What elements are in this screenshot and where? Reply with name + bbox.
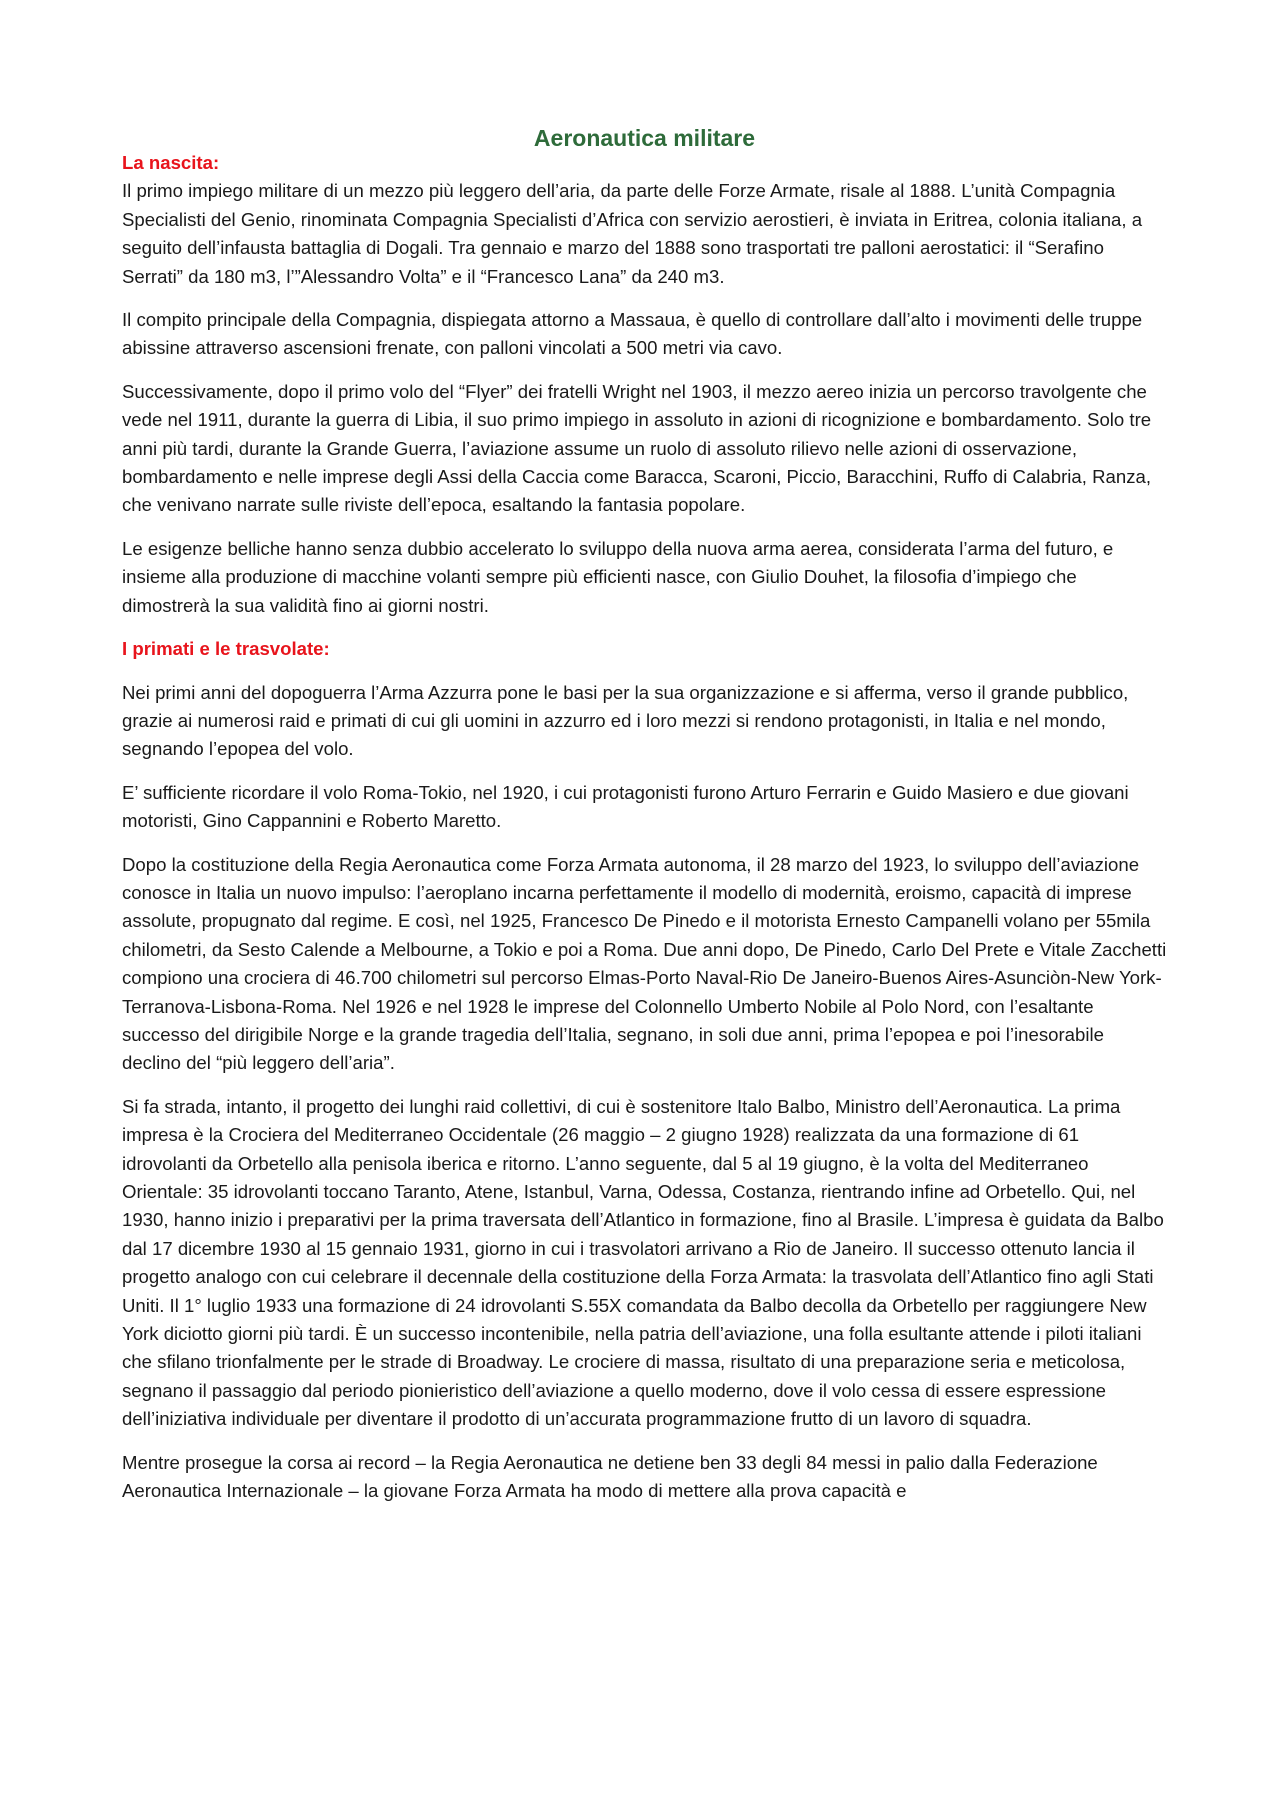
paragraph: Il compito principale della Compagnia, dispiegata attorno a Massaua, è quello di controllare dall’alto i movimenti delle truppe abissine attraverso ascensioni frenate, con palloni vincolati a 500 metri via cavo. <box>122 309 1143 359</box>
document-title: Aeronautica militare <box>533 125 756 151</box>
section-heading-la-nascita: La nascita: <box>122 152 220 173</box>
paragraph: Mentre prosegue la corsa ai record – la Regia Aeronautica ne detiene ben 33 degli 84 messi in palio dalla Federazione Aeronautica Internazionale – la giovane Forza Armata ha modo di mettere alla prova capacità e <box>122 1451 1098 1502</box>
paragraph: Il primo impiego militare di un mezzo più leggero dell’aria, da parte delle Forze Armate, risale al 1888. L’unità Compagnia Specialisti del Genio, rinominata Compagnia Specialisti d’Africa con servizio aerostieri, è inviata in Eritrea, colonia italiana, a seguito dell’infausta battaglia di Dogali. Tra gennaio e marzo del 1888 sono trasportati tre palloni aerostatici: il “Serafino Serrati” da 180 m3, l’”Alessandro Volta” e il “Francesco Lana” da 240 m3. <box>122 180 1143 287</box>
document-body <box>122 120 1167 1520</box>
paragraph: Nei primi anni del dopoguerra l’Arma Azzurra pone le basi per la sua organizzazione e si afferma, verso il grande pubblico, grazie ai numerosi raid e primati di cui gli uomini in azzurro ed i loro mezzi si rendono protagonisti, in Italia e nel mondo, segnando l’epopea del volo. <box>122 681 1129 760</box>
paragraph: Si fa strada, intanto, il progetto dei lunghi raid collettivi, di cui è sostenitore Italo Balbo, Ministro dell’Aeronautica. La prima impresa è la Crociera del Mediterraneo Occidentale (26 maggio – 2 giugno 1928) realizzata da una formazione di 61 idrovolanti da Orbetello alla penisola iberica e ritorno. L’anno seguente, dal 5 al 19 giugno, è la volta del Mediterraneo Orientale: 35 idrovolanti toccano Taranto, Atene, Istanbul, Varna, Odessa, Costanza, rientrando infine ad Orbetello. Qui, nel 1930, hanno inizio i preparativi per la prima traversata dell’Atlantico in formazione, fino al Brasile. L’impresa è guidata da Balbo dal 17 dicembre 1930 al 15 gennaio 1931, giorno in cui i trasvolatori arrivano a Rio de Janeiro. Il successo ottenuto lancia il progetto analogo con cui celebrare il decennale della costituzione della Forza Armata: la trasvolata dell’Atlantico fino agli Stati Uniti. Il 1° luglio 1933 una formazione di 24 idrovolanti S.55X comandata da Balbo decolla da Orbetello per raggiungere New York diciotto giorni più tardi. È un successo incontenibile, nella patria dell’aviazione, una folla esultante attende i piloti italiani che sfilano trionfalmente per le strade di Broadway. Le crociere di massa, risultato di una preparazione seria e meticolosa, segnano il passaggio dal periodo pionieristico dell’aviazione a quello moderno, dove il volo cessa di essere espressione dell’iniziativa individuale per diventare il prodotto di un’accurata programmazione frutto di un lavoro di squadra. <box>122 1095 1164 1430</box>
paragraph: E’ sufficiente ricordare il volo Roma-Tokio, nel 1920, i cui protagonisti furono Arturo Ferrarin e Guido Masiero e due giovani motoristi, Gino Cappannini e Roberto Maretto. <box>122 781 1129 832</box>
section-heading-primati: I primati e le trasvolate: <box>122 638 330 660</box>
paragraph: Le esigenze belliche hanno senza dubbio accelerato lo sviluppo della nuova arma aerea, considerata l’arma del futuro, e insieme alla produzione di macchine volanti sempre più efficienti nasce, con Giulio Douhet, la filosofia d’impiego che dimostrerà la sua validità fino ai giorni nostri. <box>122 537 1114 616</box>
paragraph: Successivamente, dopo il primo volo del “Flyer” dei fratelli Wright nel 1903, il mezzo aereo inizia un percorso travolgente che vede nel 1911, durante la guerra di Libia, il suo primo impiego in assoluto in azioni di ricognizione e bombardamento. Solo tre anni più tardi, durante la Grande Guerra, l’aviazione assume un ruolo di assoluto rilievo nelle azioni di osservazione, bombardamento e nelle imprese degli Assi della Caccia come Baracca, Scaroni, Piccio, Baracchini, Ruffo di Calabria, Ranza, che venivano narrate sulle riviste dell’epoca, esaltando la fantasia popolare. <box>122 380 1152 516</box>
paragraph: Dopo la costituzione della Regia Aeronautica come Forza Armata autonoma, il 28 marzo del 1923, lo sviluppo dell’aviazione conosce in Italia un nuovo impulso: l’aeroplano incarna perfettamente il modello di modernità, eroismo, capacità di imprese assolute, propugnato dal regime. E così, nel 1925, Francesco De Pinedo e il motorista Ernesto Campanelli volano per 55mila chilometri, da Sesto Calende a Melbourne, a Tokio e poi a Roma. Due anni dopo, De Pinedo, Carlo Del Prete e Vitale Zacchetti compiono una crociera di 46.700 chilometri sul percorso Elmas-Porto Naval-Rio De Janeiro-Buenos Aires-Asunciòn-New York-Terranova-Lisbona-Roma. Nel 1926 e nel 1928 le imprese del Colonnello Umberto Nobile al Polo Nord, con l’esaltante successo del dirigibile Norge e la grande tragedia dell’Italia, segnano, in soli due anni, prima l’epopea e poi l’inesorabile declino del “più leggero dell’aria”. <box>122 853 1167 1074</box>
